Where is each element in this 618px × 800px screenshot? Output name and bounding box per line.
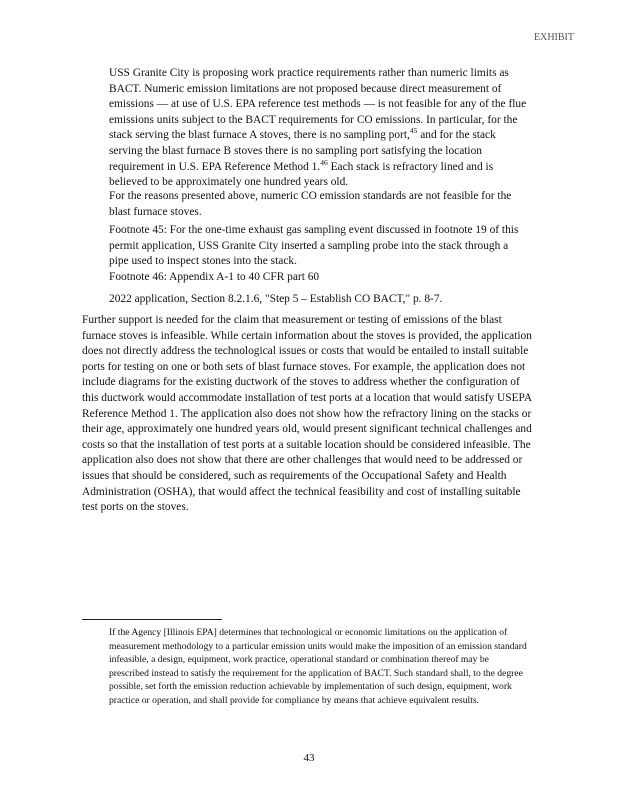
quoted-paragraph-2: For the reasons presented above, numeric CO emission standards are not feasible for the blast furnace stoves.: [109, 190, 512, 218]
header-mark: EXHIBIT: [534, 32, 574, 43]
quoted-paragraph-1: [109, 66, 527, 191]
quoted-footnote-46: Footnote 46: Appendix A-1 to 40 CFR part 60: [109, 271, 320, 283]
footnote-ref-46: 46: [320, 157, 328, 167]
quoted-text-part-b: and for the stack serving the blast furnace B stoves there is no sampling port satisfying the location requirement in U.S. EPA Reference Method 1.: [109, 129, 496, 173]
quoted-footnote-45: Footnote 45: For the one-time exhaust gas sampling event discussed in footnote 19 of this permit application, USS Granite City inserted a sampling probe into the stack through a pipe used to inspect stones into the stack.: [109, 224, 519, 268]
page-number: 43: [303, 752, 315, 764]
footnote-text: If the Agency [Illinois EPA] determines that technological or economic limitations on the application of measurement methodology to a particular emission units would make the imposition of an emission standard infeasible, a design, equipment, work practice, operational standard or combination thereof may be prescribed instead to satisfy the requirement for the application of BACT. Such standard shall, to the degree possible, set forth the emission reduction achievable by implementation of such design, equipment, work practice or operation, and shall provide for compliance by means that achieve equivalent results.: [109, 627, 527, 706]
quoted-text-part-c: Each stack is refractory lined and is believed to be approximately one hundred years old.: [109, 160, 494, 189]
body-paragraph: Further support is needed for the claim that measurement or testing of emissions of the blast furnace stoves is infeasible. While certain information about the stoves is provided, the application does not directly address the technological issues or costs that would be entailed to install suitable ports for testing on one or both sets of blast furnace stoves. For example, the application does not include diagrams for the existing ductwork of the stoves to address whether the configuration of this ductwork would accommodate installation of test ports at a location that would satisfy USEPA Reference Method 1. The application also does not show how the refractory lining on the stacks or their age, approximately one hundred years old, would present significant technical challenges and costs so that the installation of test ports at a suitable location should be considered infeasible. The application also does not show that there are other challenges that would need to be addressed or issues that should be considered, such as requirements of the Occupational Safety and Health Administration (OSHA), that would affect the technical feasibility and cost of installing suitable test ports on the stoves.: [82, 314, 532, 514]
quoted-text-part-a: USS Granite City is proposing work practice requirements rather than numeric limits as BACT. Numeric emission limitations are not proposed because direct measurement of emissions — at use of U.S. EPA reference test methods — is not feasible for any of the flue emissions units subject to the BACT requirements for CO emissions. In particular, for the stack serving the blast furnace A stoves, there is no sampling port,: [109, 67, 527, 142]
footnote-ref-45: 45: [409, 126, 418, 136]
footnote-divider: [82, 619, 222, 620]
source-citation: 2022 application, Section 8.2.1.6, "Step 5 – Establish CO BACT," p. 8-7.: [109, 293, 443, 305]
